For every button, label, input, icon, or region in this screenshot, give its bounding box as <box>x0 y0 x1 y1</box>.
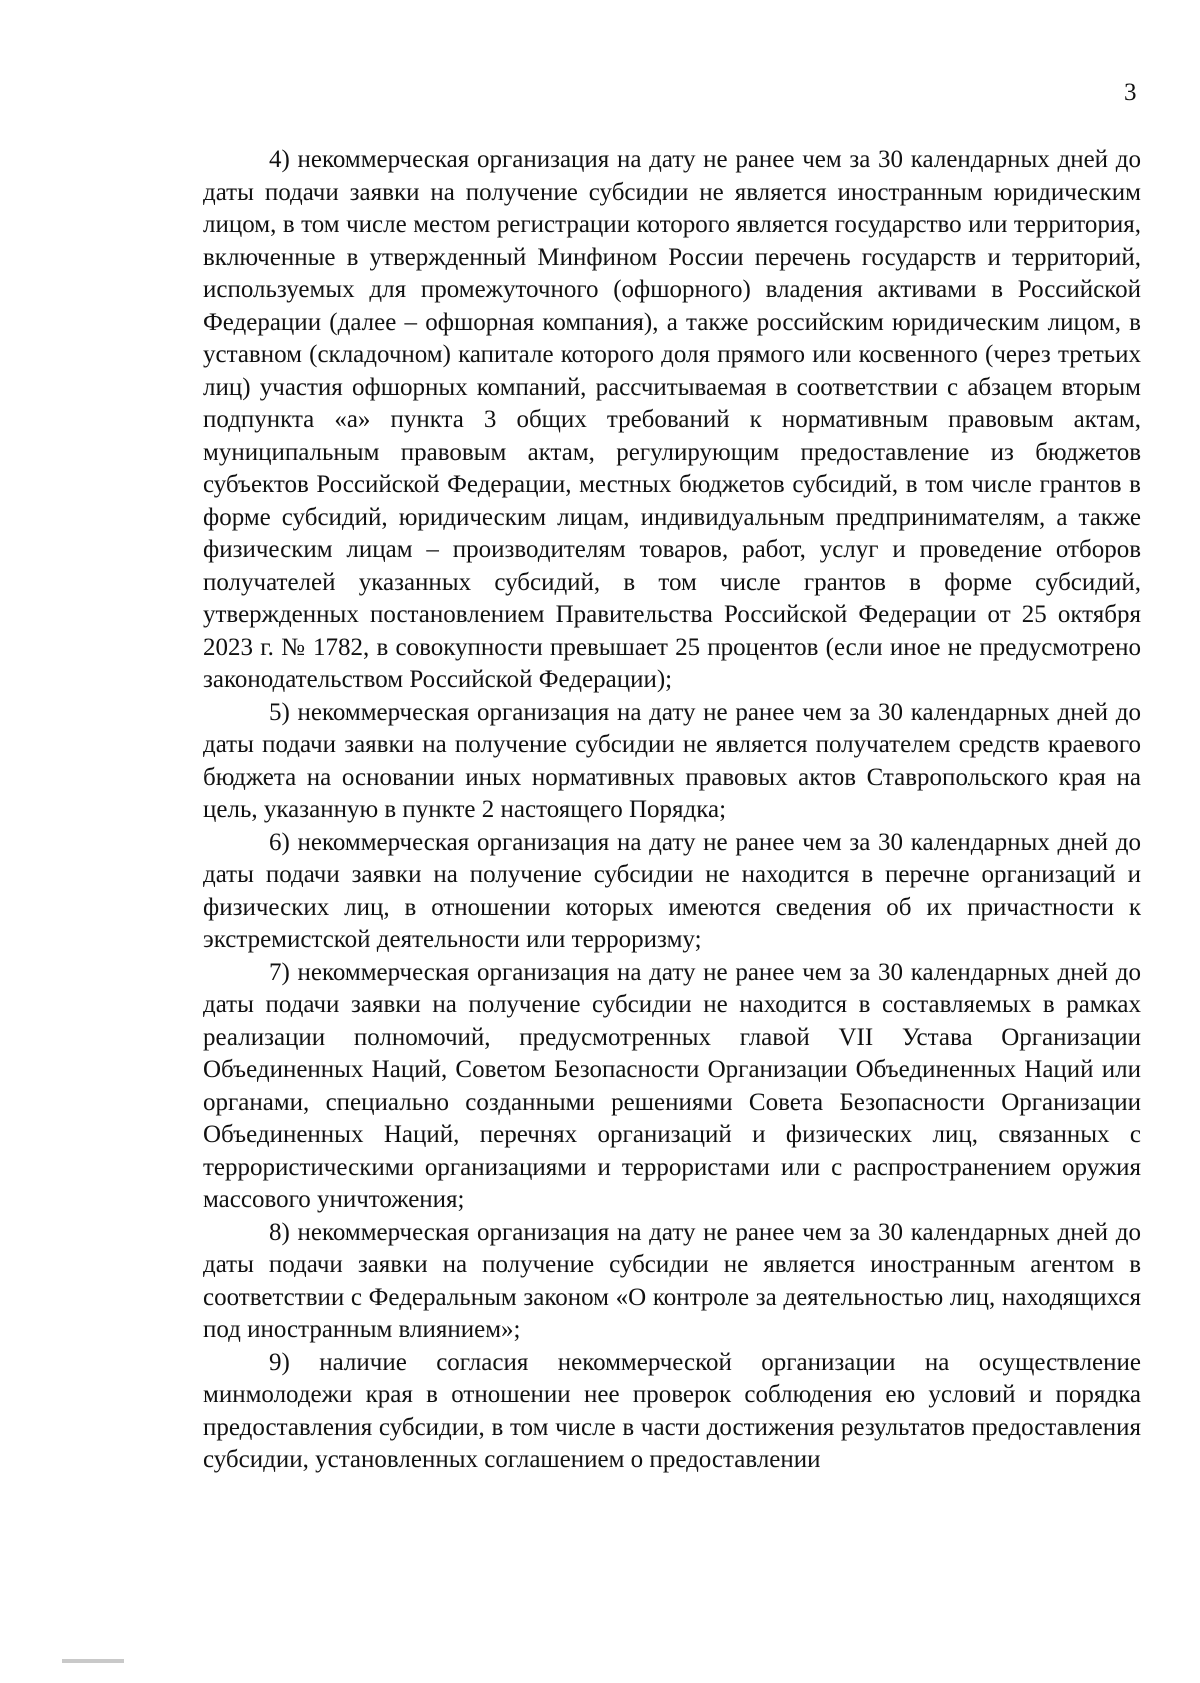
page-number: 3 <box>1124 79 1137 106</box>
paragraph-item-8: 8) некоммерческая организация на дату не ранее чем за 30 календарных дней до даты подачи заявки на получение субсидии не является иностранным агентом в соответствии с Федеральным законом «О контроле за деятельностью лиц, находящихся под иностранным влиянием»; <box>203 1218 1141 1343</box>
scan-mark <box>62 1659 124 1663</box>
paragraph-item-4: 4) некоммерческая организация на дату не ранее чем за 30 календарных дней до даты подачи заявки на получение субсидии не является иностранным юридическим лицом, в том числе местом регистрации которого является государство или территория, включенные в утвержденный Минфином России перечень государств и территорий, используемых для промежуточного (офшорного) владения активами в Российской Федерации (далее – офшорная компания), а также российским юридическим лицом, в уставном (складочном) капитале которого доля прямого или косвенного (через третьих лиц) участия офшорных компаний, рассчитываемая в соответствии с абзацем вторым подпункта «а» пункта 3 общих требований к нормативным правовым актам, муниципальным правовым актам, регулирующим предоставление из бюджетов субъектов Российской Федерации, местных бюджетов субсидий, в том числе грантов в форме субсидий, юридическим лицам, индивидуальным предпринимателям, а также физическим лицам – производителям товаров, работ, услуг и проведение отборов получателей указанных субсидий, в том числе грантов в форме субсидий, утвержденных постановлением Правительства Российской Федерации от 25 октября 2023 г. № 1782, в совокупности превышает 25 процентов (если иное не предусмотрено законодательством Российской Федерации); <box>203 146 1141 693</box>
paragraph-item-7: 7) некоммерческая организация на дату не ранее чем за 30 календарных дней до даты подачи заявки на получение субсидии не находится в составляемых в рамках реализации полномочий, предусмотренных главой VII Устава Организации Объединенных Наций, Советом Безопасности Организации Объединенных Наций или органами, специально созданными решениями Совета Безопасности Организации Объединенных Наций, перечнях организаций и физических лиц, связанных с террористическими организациями и террористами или с распространением оружия массового уничтожения; <box>203 958 1141 1213</box>
paragraph-item-5: 5) некоммерческая организация на дату не ранее чем за 30 календарных дней до даты подачи заявки на получение субсидии не является получателем средств краевого бюджета на основании иных нормативных правовых актов Ставропольского края на цель, указанную в пункте 2 настоящего Порядка; <box>203 698 1141 823</box>
paragraph-item-9: 9) наличие согласия некоммерческой организации на осуществление минмолодежи края в отношении нее проверок соблюдения ею условий и порядка предоставления субсидии, в том числе в части достижения результатов предоставления субсидии, установленных соглашением о предоставлении <box>203 1348 1141 1473</box>
paragraph-item-6: 6) некоммерческая организация на дату не ранее чем за 30 календарных дней до даты подачи заявки на получение субсидии не находится в перечне организаций и физических лиц, в отношении которых имеются сведения об их причастности к экстремистской деятельности или терроризму; <box>203 828 1141 953</box>
document-body <box>203 144 1141 1477</box>
